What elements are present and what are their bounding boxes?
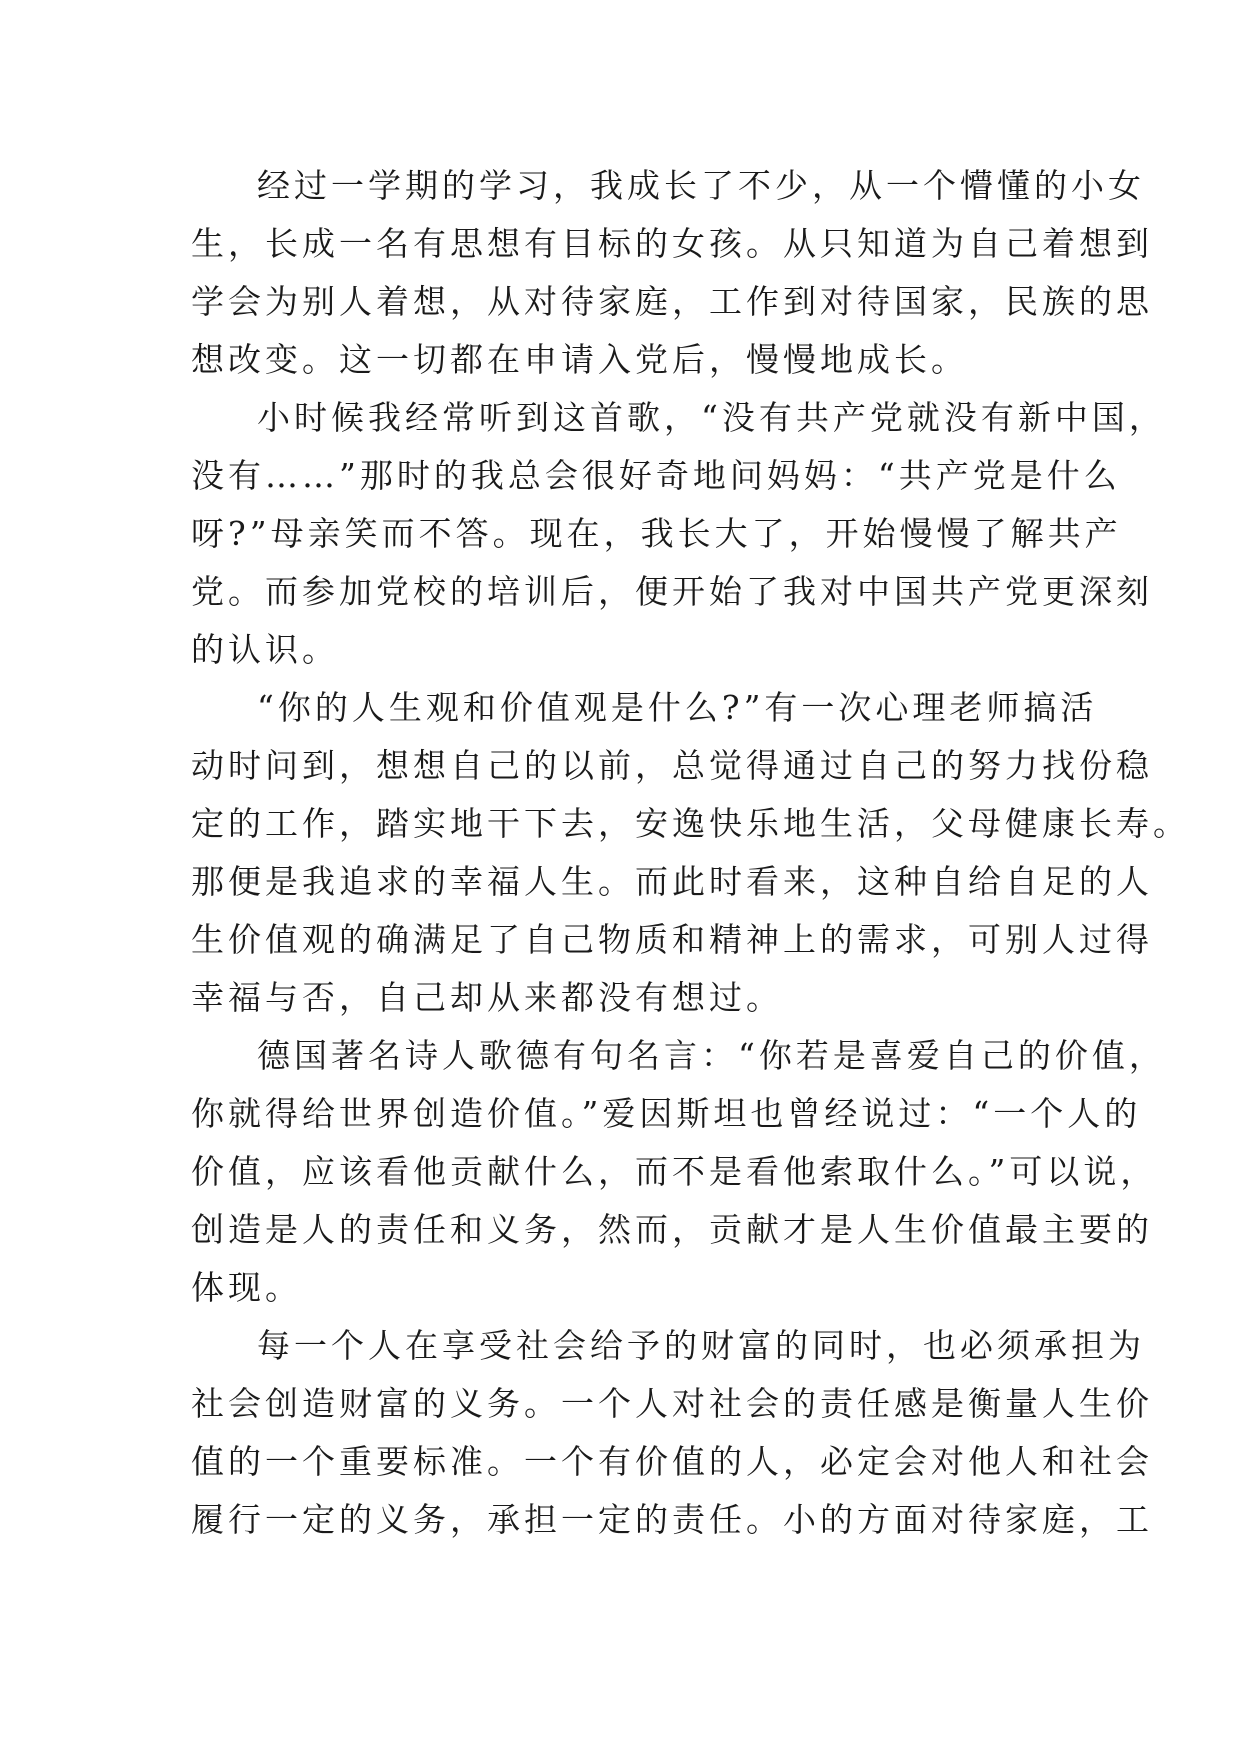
paragraph [191,389,1166,679]
text-line: 党。而参加党校的培训后，便开始了我对中国共产党更深刻 [191,572,1153,611]
text-line: 的认识。 [191,630,339,669]
paragraph [191,679,1190,1027]
text-line: “你的人生观和价值观是什么?”有一次心理老师搞活 [257,688,1098,727]
text-line: 定的工作，踏实地干下去，安逸快乐地生活，父母健康长寿。 [191,804,1190,843]
paragraph [191,1317,1153,1549]
text-line: 社会创造财富的义务。一个人对社会的责任感是衡量人生价 [191,1384,1153,1423]
text-line: 幸福与否，自己却从来都没有想过。 [191,978,783,1017]
body-text [191,157,1190,1549]
text-line: 值的一个重要标准。一个有价值的人，必定会对他人和社会 [191,1442,1153,1481]
paragraph [191,1027,1166,1317]
text-line: 呀?”母亲笑而不答。现在，我长大了，开始慢慢了解共产 [191,514,1122,553]
text-line: 履行一定的义务，承担一定的责任。小的方面对待家庭，工 [191,1500,1153,1539]
text-line: 生，长成一名有思想有目标的女孩。从只知道为自己着想到 [191,224,1153,263]
text-line: 小时候我经常听到这首歌，“没有共产党就没有新中国， [257,398,1166,437]
text-line: 价值，应该看他贡献什么，而不是看他索取什么。”可以说， [191,1152,1158,1191]
text-line: 动时问到，想想自己的以前，总觉得通过自己的努力找份稳 [191,746,1153,785]
text-line: 没有……”那时的我总会很好奇地问妈妈：“共产党是什么 [191,456,1121,495]
text-line: 那便是我追求的幸福人生。而此时看来，这种自给自足的人 [191,862,1153,901]
text-line: 创造是人的责任和义务，然而，贡献才是人生价值最主要的 [191,1210,1153,1249]
text-line: 经过一学期的学习，我成长了不少，从一个懵懂的小女 [257,166,1145,205]
paragraph [191,157,1153,389]
text-line: 德国著名诗人歌德有句名言：“你若是喜爱自己的价值， [257,1036,1166,1075]
text-line: 每一个人在享受社会给予的财富的同时，也必须承担为 [257,1326,1145,1365]
text-line: 生价值观的确满足了自己物质和精神上的需求，可别人过得 [191,920,1153,959]
text-line: 体现。 [191,1268,302,1307]
text-line: 学会为别人着想，从对待家庭，工作到对待国家，民族的思 [191,282,1153,321]
text-line: 想改变。这一切都在申请入党后，慢慢地成长。 [191,340,968,379]
text-line: 你就得给世界创造价值。”爱因斯坦也曾经说过：“一个人的 [191,1094,1142,1133]
